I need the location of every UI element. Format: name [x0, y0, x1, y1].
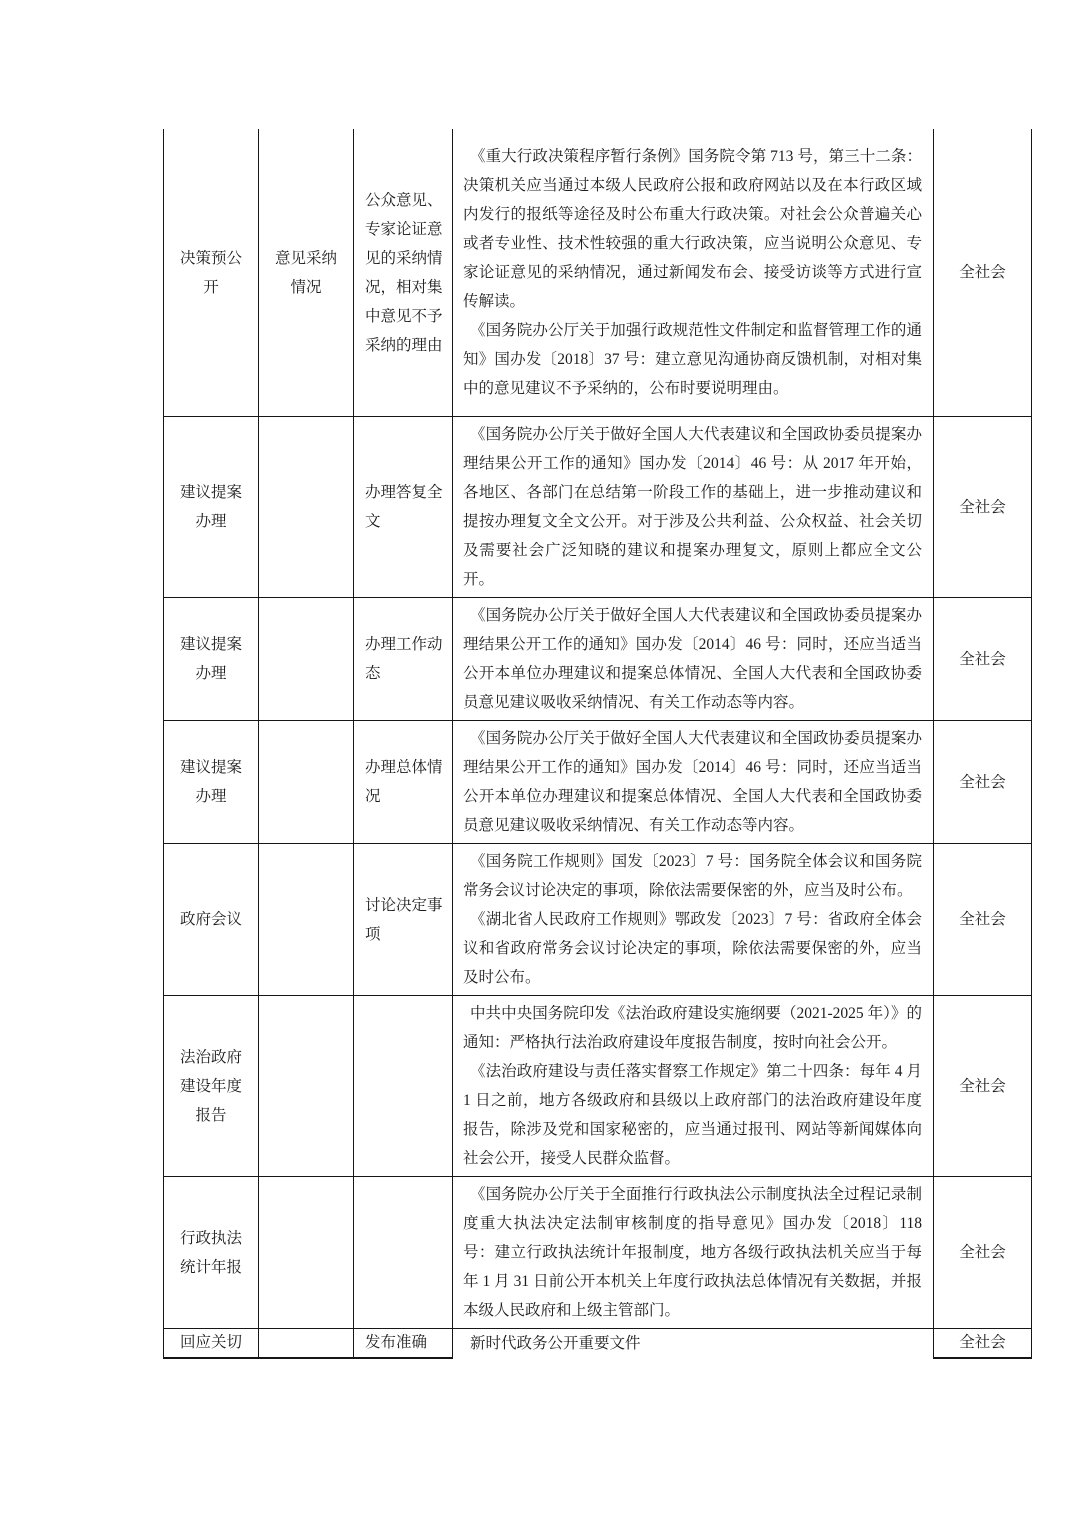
table-row	[164, 844, 1031, 996]
table-row	[164, 417, 1031, 598]
cell-legal-basis	[453, 721, 934, 844]
basis-paragraph: 《湖北省人民政府工作规则》鄂政发〔2023〕7 号：省政府全体会议和省政府常务会议讨论决定的事项，除依法需要保密的外，应当及时公布。	[463, 911, 922, 986]
basis-paragraph: 《国务院办公厅关于做好全国人大代表建议和全国政协委员提案办理结果公开工作的通知》国办发〔2014〕46 号：同时，还应当适当公开本单位办理建议和提案总体情况、全国人大代表和全国政协委员意见建议吸收采纳情况、有关工作动态等内容。	[463, 607, 922, 711]
cell-category: 政府会议	[164, 844, 259, 996]
cell-subcategory	[259, 417, 354, 598]
cell-category: 回应关切	[164, 1329, 259, 1359]
basis-paragraph: 《国务院办公厅关于加强行政规范性文件制定和监督管理工作的通知》国办发〔2018〕37 号：建立意见沟通协商反馈机制，对相对集中的意见建议不予采纳的，公布时要说明理由。	[463, 322, 922, 397]
cell-legal-basis	[453, 1329, 934, 1359]
cell-item: 公众意见、专家论证意见的采纳情况，相对集中意见不予采纳的理由	[354, 129, 453, 417]
cell-category: 建议提案办理	[164, 417, 259, 598]
cell-category: 决策预公开	[164, 129, 259, 417]
cell-category: 建议提案办理	[164, 721, 259, 844]
basis-paragraph: 《国务院办公厅关于做好全国人大代表建议和全国政协委员提案办理结果公开工作的通知》国办发〔2014〕46 号：从 2017 年开始，各地区、各部门在总结第一阶段工作的基础上，进一步推动建议和提按办理复文全文公开。对于涉及公共利益、公众权益、社会关切及需要社会广泛知晓的建议和提案办理复文，原则上都应全文公开。	[463, 426, 922, 588]
cell-category: 法治政府建设年度报告	[164, 996, 259, 1177]
cell-audience: 全社会	[934, 721, 1032, 844]
cell-audience: 全社会	[934, 844, 1032, 996]
cell-audience: 全社会	[934, 598, 1032, 721]
cell-legal-basis	[453, 1177, 934, 1329]
cell-legal-basis	[453, 844, 934, 996]
cell-item: 办理总体情况	[354, 721, 453, 844]
cell-item: 办理工作动态	[354, 598, 453, 721]
cell-subcategory	[259, 1177, 354, 1329]
basis-paragraph: 《国务院办公厅关于全面推行行政执法公示制度执法全过程记录制度重大执法决定法制审核制度的指导意见》国办发〔2018〕118 号：建立行政执法统计年报制度，地方各级行政执法机关应当于每年 1 月 31 日前公开本机关上年度行政执法总体情况有关数据，并报本级人民政府和上级主管部门。	[463, 1186, 922, 1319]
cell-item: 发布准确	[354, 1329, 453, 1359]
table-row	[164, 721, 1031, 844]
cell-subcategory	[259, 598, 354, 721]
cell-audience: 全社会	[934, 417, 1032, 598]
basis-paragraph: 《重大行政决策程序暂行条例》国务院令第 713 号，第三十二条：决策机关应当通过本级人民政府公报和政府网站以及在本行政区域内发行的报纸等途径及时公布重大行政决策。对社会公众普遍关心或者专业性、技术性较强的重大行政决策，应当说明公众意见、专家论证意见的采纳情况，通过新闻发布会、接受访谈等方式进行宣传解读。	[463, 148, 922, 310]
table-row	[164, 1329, 1031, 1359]
basis-paragraph: 新时代政务公开重要文件	[470, 1335, 641, 1352]
cell-subcategory	[259, 721, 354, 844]
cell-audience: 全社会	[934, 129, 1032, 417]
cell-legal-basis	[453, 996, 934, 1177]
cell-audience: 全社会	[934, 996, 1032, 1177]
cell-item: 办理答复全文	[354, 417, 453, 598]
cell-subcategory	[259, 1329, 354, 1359]
basis-paragraph: 《国务院工作规则》国发〔2023〕7 号：国务院全体会议和国务院常务会议讨论决定的事项，除依法需要保密的外，应当及时公布。	[463, 853, 922, 899]
table-row	[164, 129, 1031, 417]
cell-audience: 全社会	[934, 1329, 1032, 1359]
cell-category: 建议提案办理	[164, 598, 259, 721]
cell-subcategory: 意见采纳情况	[259, 129, 354, 417]
cell-category: 行政执法统计年报	[164, 1177, 259, 1329]
cell-subcategory	[259, 844, 354, 996]
basis-paragraph: 《法治政府建设与责任落实督察工作规定》第二十四条：每年 4 月 1 日之前，地方各级政府和县级以上政府部门的法治政府建设年度报告，除涉及党和国家秘密的，应当通过报刊、网站等新闻媒体向社会公开，接受人民群众监督。	[463, 1063, 922, 1167]
table-row	[164, 1177, 1031, 1329]
cell-item	[354, 1177, 453, 1329]
disclosure-table	[163, 129, 1031, 1359]
cell-legal-basis	[453, 417, 934, 598]
table-row	[164, 996, 1031, 1177]
cell-legal-basis	[453, 129, 934, 417]
basis-paragraph: 《国务院办公厅关于做好全国人大代表建议和全国政协委员提案办理结果公开工作的通知》国办发〔2014〕46 号：同时，还应当适当公开本单位办理建议和提案总体情况、全国人大代表和全国政协委员意见建议吸收采纳情况、有关工作动态等内容。	[463, 730, 922, 834]
cell-audience: 全社会	[934, 1177, 1032, 1329]
cell-subcategory	[259, 996, 354, 1177]
cell-legal-basis	[453, 598, 934, 721]
table-row	[164, 598, 1031, 721]
basis-paragraph: 中共中央国务院印发《法治政府建设实施纲要（2021-2025 年）》的通知：严格执行法治政府建设年度报告制度，按时向社会公开。	[463, 1005, 922, 1051]
cell-item: 讨论决定事项	[354, 844, 453, 996]
cell-item	[354, 996, 453, 1177]
